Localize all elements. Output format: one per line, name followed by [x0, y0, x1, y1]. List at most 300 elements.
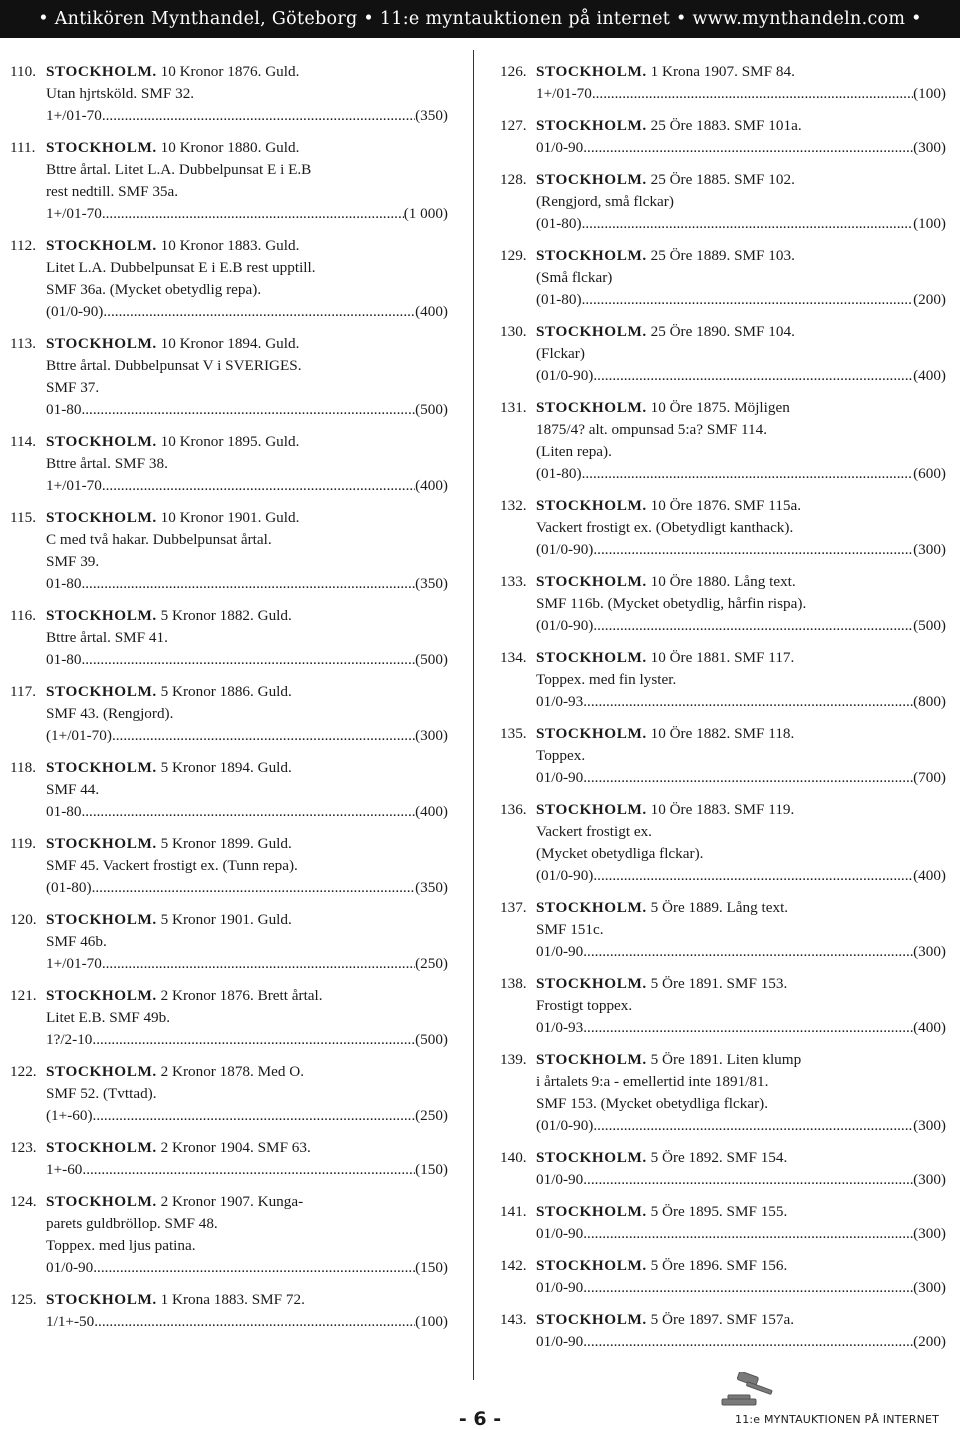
lot-item: [500, 169, 946, 235]
lot-estimate: (300): [913, 1225, 946, 1242]
lot-title-line: [536, 1147, 946, 1169]
lot-grade: 01-80: [46, 575, 82, 592]
lot-description-line: Bttre årtal. SMF 41.: [46, 629, 168, 646]
dot-leader: [102, 203, 404, 225]
lot-title-line: [536, 647, 946, 669]
lot-grade: (01/0-90): [536, 367, 594, 384]
lot-number: 121.: [10, 987, 37, 1004]
lot-estimate: (300): [913, 541, 946, 558]
dot-leader: [82, 1159, 415, 1181]
lot-description-first: 5 Öre 1895. SMF 155.: [650, 1203, 788, 1220]
lot-item: [500, 61, 946, 105]
lot-grade-price-line: [46, 203, 448, 225]
lot-mint: STOCKHOLM.: [536, 63, 647, 80]
lot-item: [10, 1191, 448, 1279]
lot-grade: 1+-60: [46, 1161, 83, 1178]
lot-description-line: SMF 44.: [46, 781, 100, 798]
lot-grade: 1+/01-70: [46, 205, 102, 222]
lot-estimate: (300): [913, 943, 946, 960]
lot-description-line: (Små flckar): [536, 269, 613, 286]
lot-item: [10, 61, 448, 127]
lot-estimate: (200): [913, 1333, 946, 1350]
lot-description-first: 5 Öre 1896. SMF 156.: [650, 1257, 788, 1274]
lot-grade-price-line: [536, 615, 946, 637]
lot-estimate: (500): [415, 401, 448, 418]
dot-leader: [81, 801, 415, 823]
lot-grade-price-line: [46, 1257, 448, 1279]
lot-mint: STOCKHOLM.: [536, 117, 647, 134]
dot-leader: [112, 725, 415, 747]
dot-leader: [582, 213, 914, 235]
lot-item: [10, 605, 448, 671]
lot-estimate: (400): [415, 803, 448, 820]
lot-mint: STOCKHOLM.: [536, 1257, 647, 1274]
lot-number: 135.: [500, 725, 527, 742]
lot-description-first: 5 Kronor 1886. Guld.: [160, 683, 292, 700]
dot-leader: [93, 1257, 415, 1279]
lot-number: 116.: [10, 607, 37, 624]
lot-title-line: [46, 681, 448, 703]
dot-leader: [81, 573, 415, 595]
lot-grade: 01/0-90: [536, 1333, 584, 1350]
lot-title-line: [536, 1255, 946, 1277]
page-number: - 6 -: [458, 1408, 502, 1430]
lot-title-line: [46, 757, 448, 779]
lot-item: [10, 757, 448, 823]
lot-mint: STOCKHOLM.: [46, 1291, 157, 1308]
lot-description-line: SMF 46b.: [46, 933, 107, 950]
lot-estimate: (150): [415, 1161, 448, 1178]
lot-estimate: (300): [415, 727, 448, 744]
lot-grade-price-line: [46, 877, 448, 899]
lot-number: 117.: [10, 683, 37, 700]
dot-leader: [583, 1223, 913, 1245]
lot-grade-price-line: [536, 365, 946, 387]
lot-description-line: Bttre årtal. Dubbelpunsat V i SVERIGES.: [46, 357, 302, 374]
lot-number: 137.: [500, 899, 527, 916]
lot-item: [500, 1147, 946, 1191]
lot-description-line: (Mycket obetydliga flckar).: [536, 845, 704, 862]
lot-mint: STOCKHOLM.: [536, 247, 647, 264]
lot-grade-price-line: [536, 941, 946, 963]
lot-item: [500, 973, 946, 1039]
lot-title-line: [46, 833, 448, 855]
lot-item: [500, 1201, 946, 1245]
page-header-banner: [0, 0, 960, 38]
lot-item: [500, 495, 946, 561]
lot-description-line: Utan hjrtsköld. SMF 32.: [46, 85, 195, 102]
lot-mint: STOCKHOLM.: [46, 433, 157, 450]
lot-estimate: (400): [415, 477, 448, 494]
lot-item: [500, 1255, 946, 1299]
lot-mint: STOCKHOLM.: [536, 1149, 647, 1166]
lot-grade: (1+/01-70): [46, 727, 112, 744]
lot-description-line: Toppex. med fin lyster.: [536, 671, 677, 688]
lot-title-line: [46, 985, 448, 1007]
lot-number: 132.: [500, 497, 527, 514]
lot-mint: STOCKHOLM.: [46, 1063, 157, 1080]
lot-grade: 01/0-90: [536, 1171, 584, 1188]
lot-title-line: [536, 571, 946, 593]
lot-description-first: 5 Kronor 1882. Guld.: [160, 607, 292, 624]
lot-description-line: SMF 153. (Mycket obetydliga flckar).: [536, 1095, 768, 1112]
lot-item: [500, 571, 946, 637]
lot-title-line: [46, 431, 448, 453]
lot-grade: 1/1+-50: [46, 1313, 95, 1330]
lot-estimate: (400): [415, 303, 448, 320]
lot-estimate: (400): [913, 367, 946, 384]
dot-leader: [593, 865, 913, 887]
lot-description-first: 5 Öre 1891. SMF 153.: [650, 975, 788, 992]
dot-leader: [583, 941, 913, 963]
dot-leader: [583, 1169, 913, 1191]
lot-number: 141.: [500, 1203, 527, 1220]
lot-title-line: [536, 799, 946, 821]
lot-number: 118.: [10, 759, 37, 776]
lot-title-line: [46, 1191, 448, 1213]
dot-leader: [593, 539, 913, 561]
dot-leader: [582, 289, 914, 311]
lot-number: 119.: [10, 835, 37, 852]
lot-description-line: i årtalets 9:a - emellertid inte 1891/81.: [536, 1073, 769, 1090]
lot-number: 125.: [10, 1291, 37, 1308]
lot-description-first: 5 Öre 1897. SMF 157a.: [650, 1311, 795, 1328]
lot-mint: STOCKHOLM.: [46, 1139, 157, 1156]
lot-description-first: 10 Öre 1880. Lång text.: [650, 573, 796, 590]
lot-grade: 01/0-90: [536, 943, 584, 960]
lot-grade-price-line: [536, 1223, 946, 1245]
lot-grade: (01-80): [536, 215, 582, 232]
lot-description-first: 5 Kronor 1899. Guld.: [160, 835, 292, 852]
lot-description-first: 25 Öre 1890. SMF 104.: [650, 323, 795, 340]
dot-leader: [103, 301, 415, 323]
lot-description-line: SMF 52. (Tvttad).: [46, 1085, 157, 1102]
lot-description-first: 25 Öre 1889. SMF 103.: [650, 247, 795, 264]
lot-grade-price-line: [536, 691, 946, 713]
lot-mint: STOCKHOLM.: [46, 1193, 157, 1210]
lot-title-line: [46, 137, 448, 159]
lot-estimate: (300): [913, 1279, 946, 1296]
lot-grade-price-line: [536, 1331, 946, 1353]
lot-estimate: (350): [415, 879, 448, 896]
lot-description-first: 10 Öre 1883. SMF 119.: [650, 801, 795, 818]
lot-description-first: 5 Kronor 1901. Guld.: [160, 911, 292, 928]
lot-description-line: 1875/4? alt. ompunsad 5:a? SMF 114.: [536, 421, 768, 438]
lot-title-line: [536, 115, 946, 137]
lot-item: [10, 333, 448, 421]
lot-grade-price-line: [536, 865, 946, 887]
lot-mint: STOCKHOLM.: [46, 835, 157, 852]
lot-description-line: C med två hakar. Dubbelpunsat årtal.: [46, 531, 272, 548]
lot-number: 112.: [10, 237, 37, 254]
lot-description-first: 5 Öre 1892. SMF 154.: [650, 1149, 788, 1166]
lot-description-line: Bttre årtal. Litet L.A. Dubbelpunsat E i E.B: [46, 161, 312, 178]
lot-title-line: [536, 169, 946, 191]
lot-description-line: SMF 43. (Rengjord).: [46, 705, 174, 722]
lot-estimate: (300): [913, 1117, 946, 1134]
lot-mint: STOCKHOLM.: [46, 237, 157, 254]
lot-grade-price-line: [536, 463, 946, 485]
lot-mint: STOCKHOLM.: [46, 759, 157, 776]
lot-estimate: (400): [913, 1019, 946, 1036]
lot-column-right: [500, 61, 946, 1363]
lot-mint: STOCKHOLM.: [46, 63, 157, 80]
lot-item: [10, 681, 448, 747]
lot-description-line: Toppex. med ljus patina.: [46, 1237, 196, 1254]
lot-estimate: (400): [913, 867, 946, 884]
dot-leader: [583, 767, 913, 789]
footer-brand: 11:e MYNTAUKTIONEN PÅ INTERNET: [735, 1413, 940, 1426]
lot-description-line: Litet E.B. SMF 49b.: [46, 1009, 171, 1026]
lot-mint: STOCKHOLM.: [536, 573, 647, 590]
column-divider: [473, 50, 474, 1380]
lot-item: [500, 647, 946, 713]
lot-grade-price-line: [536, 1169, 946, 1191]
lot-mint: STOCKHOLM.: [536, 801, 647, 818]
lot-title-line: [536, 973, 946, 995]
lot-grade: (1+-60): [46, 1107, 93, 1124]
lot-description-first: 10 Kronor 1876. Guld.: [160, 63, 300, 80]
lot-mint: STOCKHOLM.: [536, 725, 647, 742]
lot-estimate: (1 000): [403, 205, 448, 222]
lot-grade-price-line: [536, 137, 946, 159]
lot-item: [500, 1049, 946, 1137]
lot-grade: 1?/2-10: [46, 1031, 93, 1048]
lot-number: 127.: [500, 117, 527, 134]
lot-grade: 01/0-90: [46, 1259, 94, 1276]
lot-grade-price-line: [46, 1311, 448, 1333]
dot-leader: [583, 137, 913, 159]
lot-grade: (01-80): [536, 291, 582, 308]
lot-number: 142.: [500, 1257, 527, 1274]
lot-description-first: 2 Kronor 1876. Brett årtal.: [160, 987, 323, 1004]
lot-description-line: SMF 36a. (Mycket obetydlig repa).: [46, 281, 262, 298]
lot-estimate: (300): [913, 1171, 946, 1188]
lot-description-first: 1 Krona 1907. SMF 84.: [650, 63, 795, 80]
lot-description-line: Frostigt toppex.: [536, 997, 633, 1014]
lot-grade-price-line: [46, 725, 448, 747]
dot-leader: [102, 953, 415, 975]
lot-grade-price-line: [46, 475, 448, 497]
dot-leader: [593, 615, 913, 637]
lot-number: 122.: [10, 1063, 37, 1080]
lot-estimate: (150): [415, 1259, 448, 1276]
lot-number: 139.: [500, 1051, 527, 1068]
lot-description-line: SMF 45. Vackert frostigt ex. (Tunn repa).: [46, 857, 298, 874]
lot-description-first: 10 Kronor 1880. Guld.: [160, 139, 300, 156]
lot-mint: STOCKHOLM.: [536, 899, 647, 916]
lot-title-line: [46, 61, 448, 83]
lot-grade-price-line: [46, 1029, 448, 1051]
lot-mint: STOCKHOLM.: [46, 911, 157, 928]
lot-mint: STOCKHOLM.: [536, 975, 647, 992]
lot-mint: STOCKHOLM.: [46, 607, 157, 624]
lot-grade-price-line: [536, 1017, 946, 1039]
lot-mint: STOCKHOLM.: [46, 683, 157, 700]
lot-item: [500, 799, 946, 887]
lot-title-line: [536, 495, 946, 517]
lot-number: 129.: [500, 247, 527, 264]
lot-grade: 1+/01-70: [46, 955, 102, 972]
lot-mint: STOCKHOLM.: [46, 139, 157, 156]
lot-grade: (01-80): [46, 879, 92, 896]
lot-grade-price-line: [536, 289, 946, 311]
lot-grade-price-line: [46, 953, 448, 975]
lot-grade-price-line: [536, 767, 946, 789]
lot-grade: 1+/01-70: [46, 477, 102, 494]
lot-item: [500, 321, 946, 387]
lot-estimate: (250): [415, 955, 448, 972]
dot-leader: [81, 399, 415, 421]
lot-mint: STOCKHOLM.: [536, 171, 647, 188]
lot-description-first: 10 Öre 1882. SMF 118.: [650, 725, 795, 742]
lot-description-line: (Rengjord, små flckar): [536, 193, 674, 210]
dot-leader: [592, 83, 913, 105]
lot-description-line: Bttre årtal. SMF 38.: [46, 455, 168, 472]
lot-description-line: Litet L.A. Dubbelpunsat E i E.B rest upptill.: [46, 259, 316, 276]
lot-title-line: [46, 1289, 448, 1311]
lot-grade: (01/0-90): [46, 303, 104, 320]
dot-leader: [94, 1311, 415, 1333]
auction-gavel-icon: [716, 1372, 786, 1410]
lot-grade-price-line: [536, 83, 946, 105]
lot-number: 120.: [10, 911, 37, 928]
lot-grade: 1+/01-70: [46, 107, 102, 124]
lot-grade: 01/0-90: [536, 1225, 584, 1242]
lot-grade-price-line: [536, 1115, 946, 1137]
lot-estimate: (100): [415, 1313, 448, 1330]
dot-leader: [583, 1017, 913, 1039]
lot-mint: STOCKHOLM.: [536, 497, 647, 514]
lot-title-line: [46, 507, 448, 529]
lot-mint: STOCKHOLM.: [536, 1051, 647, 1068]
lot-mint: STOCKHOLM.: [536, 399, 647, 416]
dot-leader: [93, 1105, 416, 1127]
dot-leader: [92, 877, 416, 899]
lot-item: [10, 985, 448, 1051]
lot-description-line: parets guldbröllop. SMF 48.: [46, 1215, 218, 1232]
lot-description-line: SMF 39.: [46, 553, 100, 570]
lot-description-first: 1 Krona 1883. SMF 72.: [160, 1291, 305, 1308]
lot-description-line: rest nedtill. SMF 35a.: [46, 183, 179, 200]
lot-item: [10, 909, 448, 975]
lot-description-first: 10 Kronor 1901. Guld.: [160, 509, 300, 526]
lot-description-first: 10 Kronor 1894. Guld.: [160, 335, 300, 352]
lot-title-line: [536, 245, 946, 267]
lot-description-first: 5 Öre 1889. Lång text.: [650, 899, 789, 916]
lot-description-first: 25 Öre 1883. SMF 101a.: [650, 117, 802, 134]
dot-leader: [593, 1115, 913, 1137]
lot-column-left: [10, 61, 448, 1343]
lot-mint: STOCKHOLM.: [536, 649, 647, 666]
lot-number: 130.: [500, 323, 527, 340]
lot-title-line: [46, 1061, 448, 1083]
lot-grade: (01/0-90): [536, 541, 594, 558]
lot-item: [500, 897, 946, 963]
lot-grade: 01-80: [46, 803, 82, 820]
lot-grade-price-line: [46, 649, 448, 671]
lot-mint: STOCKHOLM.: [46, 509, 157, 526]
lot-title-line: [536, 1309, 946, 1331]
lot-number: 114.: [10, 433, 37, 450]
lot-grade: (01/0-90): [536, 867, 594, 884]
lot-item: [10, 1289, 448, 1333]
lot-grade-price-line: [46, 801, 448, 823]
lot-grade: 01/0-93: [536, 1019, 584, 1036]
dot-leader: [583, 1277, 913, 1299]
lot-number: 138.: [500, 975, 527, 992]
lot-description-first: 10 Kronor 1895. Guld.: [160, 433, 300, 450]
lot-grade-price-line: [536, 213, 946, 235]
lot-grade-price-line: [46, 573, 448, 595]
lot-estimate: (100): [913, 85, 946, 102]
lot-description-line: Vackert frostigt ex.: [536, 823, 652, 840]
lot-description-first: 10 Öre 1876. SMF 115a.: [650, 497, 802, 514]
lot-title-line: [46, 1137, 448, 1159]
lot-grade: 01/0-90: [536, 139, 584, 156]
lot-estimate: (250): [415, 1107, 448, 1124]
lot-title-line: [536, 1201, 946, 1223]
lot-number: 123.: [10, 1139, 37, 1156]
lot-grade: 01-80: [46, 401, 82, 418]
lot-item: [500, 1309, 946, 1353]
lot-item: [10, 507, 448, 595]
lot-mint: STOCKHOLM.: [46, 987, 157, 1004]
lot-title-line: [46, 333, 448, 355]
lot-item: [500, 115, 946, 159]
lot-estimate: (500): [913, 617, 946, 634]
lot-mint: STOCKHOLM.: [536, 1311, 647, 1328]
lot-grade-price-line: [46, 1159, 448, 1181]
lot-number: 111.: [10, 139, 36, 156]
lot-estimate: (800): [913, 693, 946, 710]
lot-item: [500, 723, 946, 789]
lot-item: [10, 137, 448, 225]
lot-grade: (01/0-90): [536, 1117, 594, 1134]
lot-number: 110.: [10, 63, 37, 80]
dot-leader: [92, 1029, 415, 1051]
lot-grade: 01/0-93: [536, 693, 584, 710]
lot-number: 124.: [10, 1193, 37, 1210]
dot-leader: [102, 105, 415, 127]
lot-number: 128.: [500, 171, 527, 188]
lot-estimate: (500): [415, 651, 448, 668]
lot-grade: 1+/01-70: [536, 85, 592, 102]
dot-leader: [583, 691, 913, 713]
lot-number: 133.: [500, 573, 527, 590]
lot-grade: (01/0-90): [536, 617, 594, 634]
lot-item: [10, 431, 448, 497]
lot-description-line: SMF 116b. (Mycket obetydlig, hårfin rispa).: [536, 595, 807, 612]
lot-description-first: 10 Kronor 1883. Guld.: [160, 237, 300, 254]
lot-number: 131.: [500, 399, 527, 416]
lot-mint: STOCKHOLM.: [536, 1203, 647, 1220]
lot-estimate: (200): [913, 291, 946, 308]
lot-number: 113.: [10, 335, 37, 352]
lot-grade-price-line: [536, 539, 946, 561]
lot-grade-price-line: [46, 1105, 448, 1127]
lot-description-line: SMF 151c.: [536, 921, 604, 938]
lot-number: 140.: [500, 1149, 527, 1166]
lot-title-line: [46, 909, 448, 931]
lot-description-first: 5 Kronor 1894. Guld.: [160, 759, 292, 776]
lot-title-line: [46, 235, 448, 257]
lot-estimate: (600): [913, 465, 946, 482]
lot-estimate: (100): [913, 215, 946, 232]
lot-description-line: Vackert frostigt ex. (Obetydligt kanthack).: [536, 519, 794, 536]
lot-item: [10, 1061, 448, 1127]
lot-title-line: [536, 61, 946, 83]
